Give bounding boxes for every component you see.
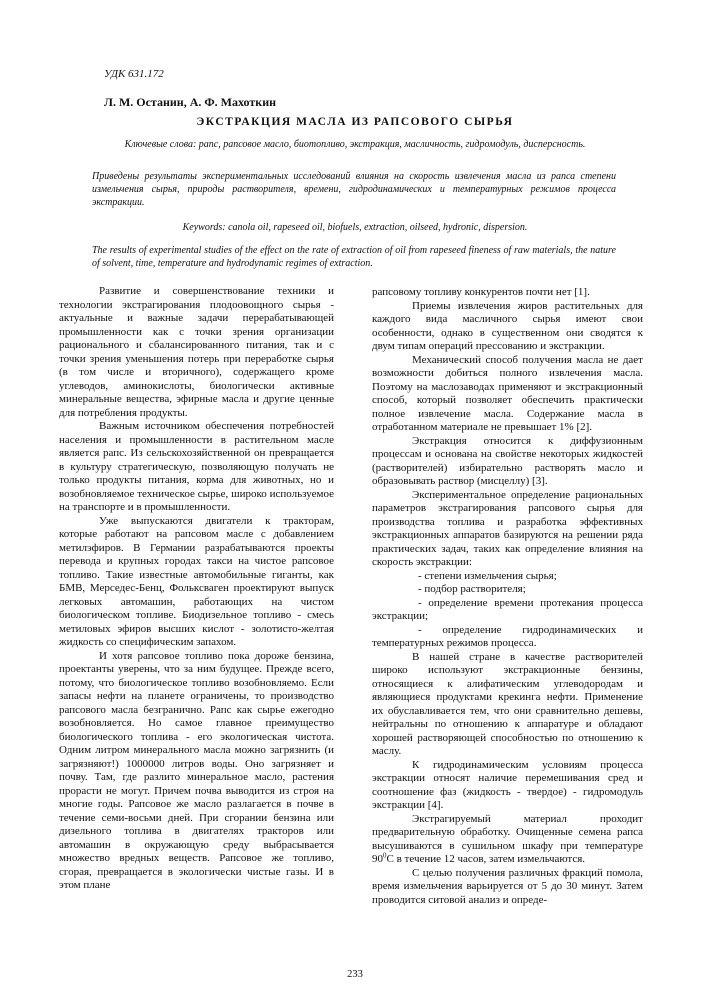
paragraph: И хотя рапсовое топливо пока дороже бензина, проектанты уверены, что за ним будущее. Прежде всего, потому, что биологическое топливо возобновляемо. Если запасы нефти на планете ограничены, то производство рапсового масла безгранично. Рапс как сырье ежегодно возобновляется. Но самое главное преимущество биологического топлива - его экологическая чистота. Одним литром минерального масла можно загрязнить (и загрязняют!) 1000000 литров воды. Оно загрязняет и почву. Там, где разлито минеральное масло, растения прорасти не могут. Причем почва выводится из строя на многие годы. Рапсовое же масло разлагается в почве в течение семи-восьми дней. При сгорании бензина или дизельного топлива в двигателях тракторов или автомашин в окружающую среду выбрасывается множество вредных веществ. Рапсовое же топливо, сгорая, превращается в экологически чистые газы. И в этом плане bbox=[59, 649, 334, 891]
paragraph: Механический способ получения масла не дает возможности добиться полного извлечения масла. Поэтому на маслозаводах применяют и экстракционный способ, который позволяет обеспечить практически полное извлечение масла. Содержание масла в отработанном материале не превышает 1% [2]. bbox=[372, 353, 643, 433]
paragraph: Развитие и совершенствование техники и технологии экстрагирования плодоовощного сырья - актуальные и важные задачи перерабатывающей промышленности как с точки зрения организации рационального и сбалансированного питания, так и с точки зрения уменьшения потерь при переработке сырья (в том числе и вторичного), содержащего кроме углеводов, аминокислоты, биологически активные минеральные вещества, эфирные масла и другие ценные для потребления продукты. bbox=[59, 285, 334, 419]
abstract-en: The results of experimental studies of the effect on the rate of extraction of oil from rapeseed fineness of raw materials, the nature of solvent, time, temperature and hydrodynamic regimes of extraction. bbox=[92, 245, 616, 269]
abstract-ru: Приведены результаты экспериментальных исследований влияния на скорость извлечения масла из рапса степени измельчения сырья, природы растворителя, времени, гидродинамических и температурных режимов процесса экстракции. bbox=[92, 171, 616, 208]
keywords-en: Keywords: canola oil, rapeseed oil, biofuels, extraction, oilseed, hydronic, dispersion. bbox=[182, 222, 528, 233]
keywords-ru: Ключевые слова: рапс, рапсовое масло, биотопливо, экстракция, масличность, гидромодуль, дисперсность. bbox=[124, 139, 586, 150]
page-number: 233 bbox=[347, 969, 363, 980]
list-item: - определение времени протекания процесса экстракции; bbox=[372, 596, 643, 622]
superscript: 0 bbox=[383, 851, 387, 860]
paragraph: К гидродинамическим условиям процесса экстракции относят наличие перемешивания сред и соотношение фаз (жидкость - твердое) - гидромодуль экстракции [4]. bbox=[372, 758, 643, 811]
list-item: - подбор растворителя; bbox=[418, 583, 526, 595]
authors: Л. М. Останин, А. Ф. Махоткин bbox=[104, 95, 277, 109]
udk-code: УДК 631.172 bbox=[104, 68, 164, 80]
paragraph: рапсовому топливу конкурентов почти нет [1]. bbox=[372, 286, 590, 298]
article-title: ЭКСТРАКЦИЯ МАСЛА ИЗ РАПСОВОГО СЫРЬЯ bbox=[196, 116, 514, 128]
text-fragment: Экстрагируемый материал проходит предварительную обработку. Очищенные семена рапса высушиваются в сушильном шкафу при температуре 90 bbox=[372, 812, 643, 865]
paragraph: С целью получения различных фракций помола, время измельчения варьируется от 5 до 30 минут. Затем проводится ситовой анализ и опреде- bbox=[372, 866, 643, 906]
right-column bbox=[372, 286, 643, 907]
left-column bbox=[59, 285, 334, 893]
paragraph bbox=[372, 813, 643, 867]
paragraph: Экстракция относится к диффузионным процессам и основана на свойстве некоторых жидкостей (растворителей) избирательно растворять масло и образовывать раствор (мисцеллу) [3]. bbox=[372, 434, 643, 487]
list-item: - определение гидродинамических и температурных режимов процесса. bbox=[372, 623, 643, 649]
paragraph: В нашей стране в качестве растворителей широко используют экстракционные бензины, относящиеся к алифатическим углеводородам и являющиеся продуктами крекинга нефти. Применение их обуславливается тем, что они сравнительно дешевы, нейтральны по отношению к аппаратуре и обладают хорошей растворяющей способностью по отношению к маслу. bbox=[372, 650, 643, 757]
paragraph: Уже выпускаются двигатели к тракторам, которые работают на рапсовом масле с добавлением метилэфиров. В Германии разрабатываются проекты перевода и крупных городах такси на чистое рапсовое топливо. Такие известные автомобильные гиганты, как БМВ, Мерседес-Бенц, Фольксваген проектируют выпуск легковых автомашин, работающих на чистом биологическом топливе. Биодизельное топливо - смесь метиловых эфиров высших кислот - золотисто-желтая жидкость со специфическим запахом. bbox=[59, 514, 334, 648]
paragraph: Экспериментальное определение рациональных параметров экстрагирования рапсового сырья для производства топлива и разработка эффективных экстракционных аппаратов базируются на решении ряда практических задач, таких как определение влияния на скорость экстракции: bbox=[372, 488, 643, 568]
list-item: - степени измельчения сырья; bbox=[418, 569, 557, 582]
paragraph: Важным источником обеспечения потребностей населения и промышленности в растительном масле является рапс. Из сельскохозяйственной он превращается в культуру стратегическую, позволяющую получать не только продукты питания, корма для животных, но и возобновляемое техническое сырье, широко используемое на транспорте и в промышленности. bbox=[59, 420, 334, 513]
paragraph: Приемы извлечения жиров растительных для каждого вида масличного сырья имеют свои особенности, однако в существенном они сводятся к двум типам операций прессованию и экстракции. bbox=[372, 299, 643, 352]
text-fragment: С в течение 12 часов, затем измельчаются. bbox=[386, 853, 586, 865]
